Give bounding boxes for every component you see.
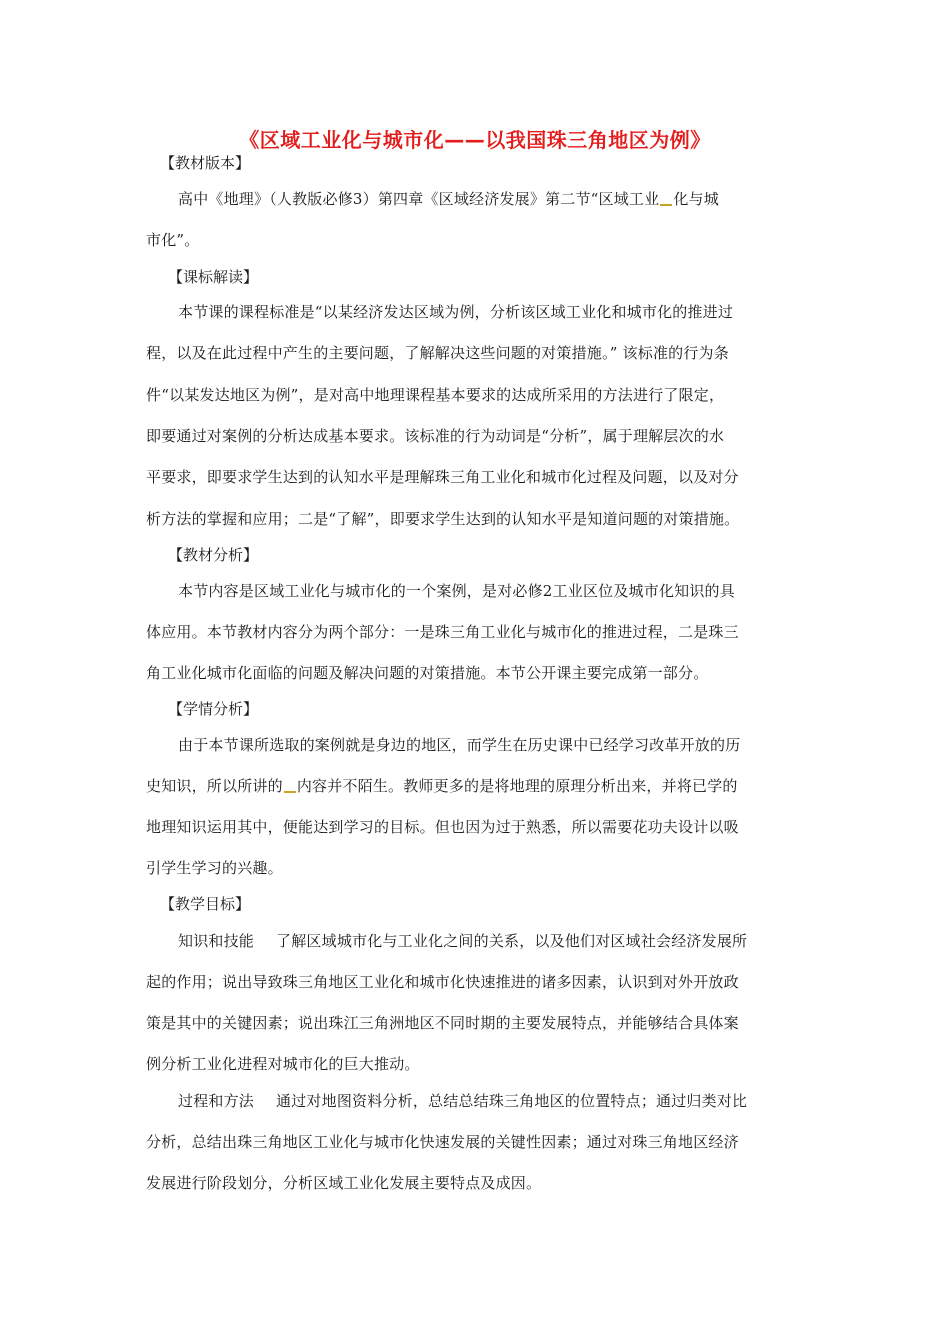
heading-students: 【学情分析】 (168, 700, 259, 718)
textbook-line: 体应用。本节教材内容分为两个部分：一是珠三角工业化与城市化的推进过程，二是珠三 (146, 623, 739, 641)
students-line: 史知识，所以所讲的 内容并不陌生。教师更多的是将地理的原理分析出来，并将已学的 (146, 777, 738, 795)
edition-line: 市化”。 (146, 231, 200, 249)
students-line: 引学生学习的兴趣。 (146, 859, 283, 877)
highlight-mark (284, 791, 296, 793)
heading-edition: 【教材版本】 (160, 154, 251, 172)
standard-line: 即要通过对案例的分析达成基本要求。该标准的行为动词是“分析”，属于理解层次的水 (146, 427, 725, 445)
standard-line: 平要求，即要求学生达到的认知水平是理解珠三角工业化和城市化过程及问题，以及对分 (146, 468, 739, 486)
process-label: 过程和方法 (178, 1092, 255, 1110)
standard-line: 析方法的掌握和应用；二是“了解”，即要求学生达到的认知水平是知道问题的对策措施。 (146, 510, 740, 528)
edition-line: 高中《地理》（人教版必修3）第四章《区域经济发展》第二节“区域工业 化与城 (178, 190, 719, 208)
heading-standard: 【课标解读】 (168, 268, 259, 286)
students-line: 由于本节课所选取的案例就是身边的地区，而学生在历史课中已经学习改革开放的历 (178, 736, 741, 754)
goals-knowledge-line: 起的作用；说出导致珠三角地区工业化和城市化快速推进的诸多因素，认识到对外开放政 (146, 973, 739, 991)
heading-goals: 【教学目标】 (160, 895, 251, 913)
students-line: 地理知识运用其中，便能达到学习的目标。但也因为过于熟悉，所以需要花功夫设计以吸 (146, 818, 739, 836)
knowledge-label: 知识和技能 (178, 932, 255, 950)
highlight-mark (660, 204, 672, 206)
heading-textbook: 【教材分析】 (168, 546, 259, 564)
goals-knowledge-line: 例分析工业化进程对城市化的巨大推动。 (146, 1055, 420, 1073)
textbook-line: 本节内容是区域工业化与城市化的一个案例，是对必修2工业区位及城市化知识的具 (178, 582, 735, 600)
goals-process-line: 发展进行阶段划分，分析区域工业化发展主要特点及成因。 (146, 1174, 542, 1192)
goals-process-line: 分析，总结出珠三角地区工业化与城市化快速发展的关键性因素；通过对珠三角地区经济 (146, 1133, 739, 1151)
goals-knowledge-line: 策是其中的关键因素；说出珠江三角洲地区不同时期的主要发展特点，并能够结合具体案 (146, 1014, 739, 1032)
textbook-line: 角工业化城市化面临的问题及解决问题的对策措施。本节公开课主要完成第一部分。 (146, 664, 709, 682)
goals-knowledge-line: 知识和技能 了解区域城市化与工业化之间的关系，以及他们对区域社会经济发展所 (178, 932, 748, 950)
goals-process-line: 过程和方法 通过对地图资料分析，总结总结珠三角地区的位置特点；通过归类对比 (178, 1092, 748, 1110)
document-title: 《区域工业化与城市化——以我国珠三角地区为例》 (239, 128, 711, 152)
standard-line: 件“以某发达地区为例”，是对高中地理课程基本要求的达成所采用的方法进行了限定， (146, 386, 725, 404)
standard-line: 程，以及在此过程中产生的主要问题，了解解决这些问题的对策措施。” 该标准的行为条 (146, 344, 729, 362)
standard-line: 本节课的课程标准是“以某经济发达区域为例，分析该区域工业化和城市化的推进过 (178, 303, 734, 321)
